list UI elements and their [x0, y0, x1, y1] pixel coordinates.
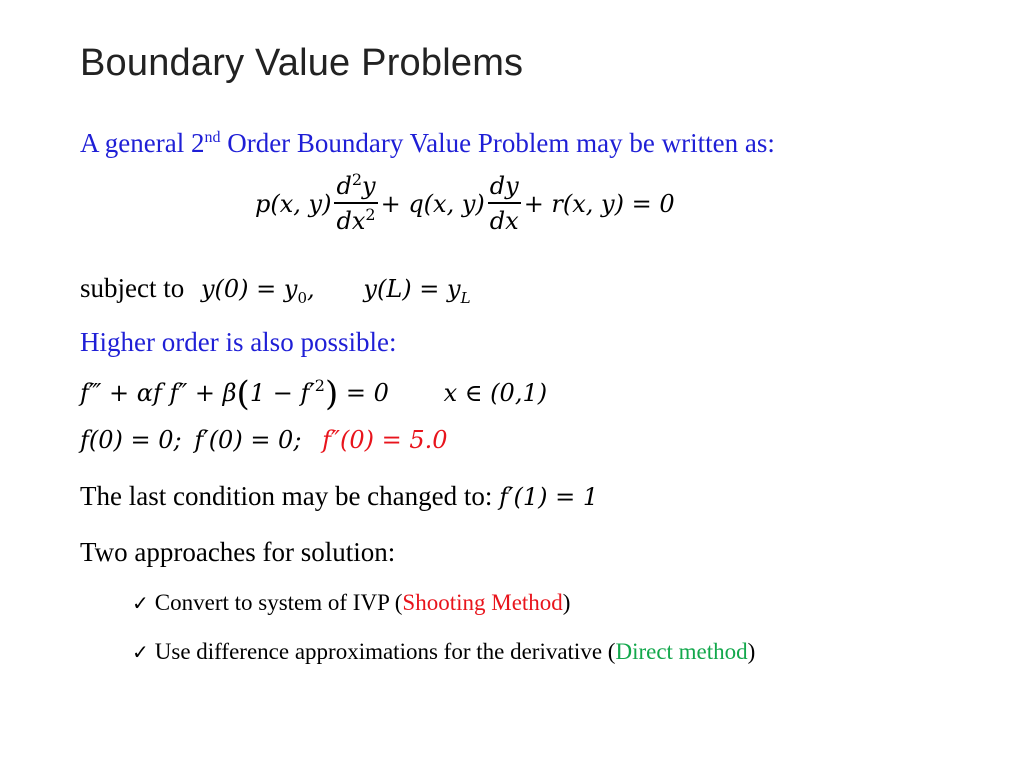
bc-f0: f(0) = 0;	[80, 426, 182, 454]
bullet-text: Convert to system of IVP (	[154, 590, 403, 615]
ode3-paren-open: (	[236, 374, 250, 414]
ode3-paren-close: )	[324, 374, 339, 414]
bullet-text-end: )	[562, 590, 571, 615]
initial-conditions	[80, 424, 448, 455]
checkmark-icon: ✓	[132, 640, 149, 664]
q-term: + q(x, y)	[380, 189, 485, 218]
bullet-text-end: )	[747, 639, 756, 664]
d2y-num-y: y	[362, 172, 376, 200]
d2y-num-sup: 2	[351, 170, 363, 189]
approaches-text: Two approaches for solution:	[80, 537, 396, 567]
bullet-highlight: Shooting Method	[402, 590, 563, 615]
dy-den: dx	[489, 207, 519, 235]
bc-fp0: f′(0) = 0;	[194, 426, 302, 454]
intro-superscript: nd	[204, 129, 221, 146]
bc1-text: y(0) = y	[200, 275, 298, 303]
bc2	[363, 275, 471, 307]
bc1-sub: 0	[297, 288, 308, 307]
subject-to-line	[80, 273, 471, 307]
first-derivative-fraction	[488, 172, 521, 235]
bullet-shooting	[132, 590, 570, 616]
third-order-ode	[80, 374, 547, 414]
subject-to-label: subject to	[80, 273, 185, 303]
bc2-sub: L	[460, 288, 471, 307]
d2y-den-sup: 2	[365, 205, 376, 224]
slide-title: Boundary Value Problems	[80, 42, 524, 84]
bvp-equation	[255, 172, 675, 235]
bullet-highlight: Direct method	[615, 639, 748, 664]
last-condition-line	[80, 481, 598, 512]
checkmark-icon: ✓	[132, 591, 149, 615]
p-term: p(x, y)	[255, 189, 332, 218]
bc1: $y(0) = y_0$,	[200, 275, 315, 307]
ode3-inner: 1 − f′	[249, 379, 315, 407]
higher-order-text: Higher order is also possible:	[80, 327, 397, 357]
ode3-rhs: = 0	[338, 379, 389, 407]
second-derivative-fraction	[334, 172, 377, 235]
dy-num: dy	[489, 172, 519, 200]
bullet-text: Use difference approximations for the derivative (	[154, 639, 616, 664]
ode3-main: f‴ + αf f″ + β	[80, 379, 237, 407]
intro-text: A general 2	[80, 128, 205, 158]
d2y-den: dx	[336, 207, 366, 235]
bc2-text: y(L) = y	[363, 275, 461, 303]
last-condition-math: f′(1) = 1	[499, 483, 599, 511]
r-term: + r(x, y) = 0	[523, 189, 675, 218]
intro-line	[80, 128, 775, 159]
bullet-direct	[132, 639, 755, 665]
d2y-num-d: d	[336, 172, 352, 200]
bc-fpp0: f″(0) = 5.0	[322, 426, 448, 454]
ode3-domain: x ∈ (0,1)	[443, 379, 548, 407]
ode3-inner-sup: 2	[314, 376, 325, 395]
last-condition-text: The last condition may be changed to:	[80, 481, 500, 511]
intro-rest: Order Boundary Value Problem may be written as:	[220, 128, 775, 158]
